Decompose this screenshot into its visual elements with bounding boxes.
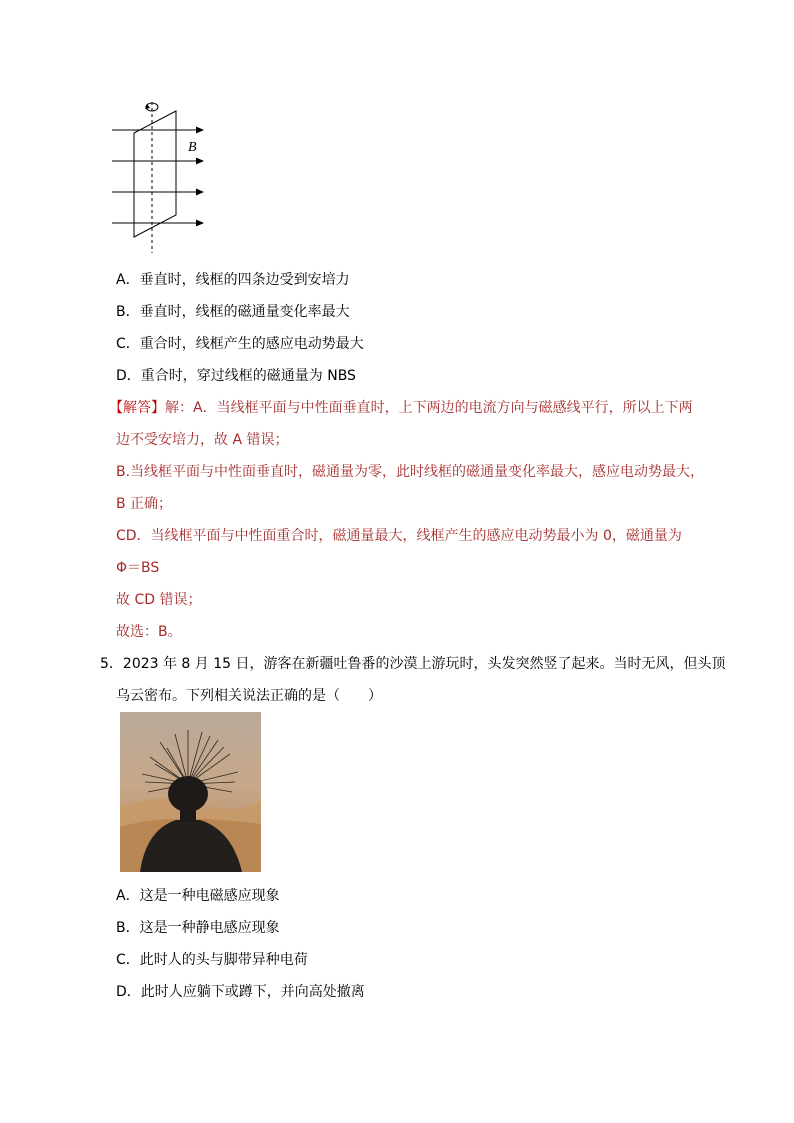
q5-stem-line-1: 5．2023 年 8 月 15 日，游客在新疆吐鲁番的沙漠上游玩时，头发突然竖了起来。当时无风，但头顶 [100, 656, 726, 672]
q4-option-d: D．重合时，穿过线框的磁通量为 NBS [116, 368, 356, 384]
answer-line-5: CD．当线框平面与中性面重合时，磁通量最大，线框产生的感应电动势最小为 0，磁通量为 [116, 528, 682, 544]
q5-option-c: C．此时人的头与脚带异种电荷 [116, 952, 308, 968]
q5-option-b: B．这是一种静电感应现象 [116, 920, 280, 936]
desert-hair-photo [120, 712, 261, 872]
q4-option-b: B．垂直时，线框的磁通量变化率最大 [116, 304, 350, 320]
field-label-b: B [188, 140, 197, 155]
answer-text-1: 解：A．当线框平面与中性面垂直时，上下两边的电流方向与磁感线平行，所以上下两 [165, 400, 693, 416]
magnetic-field-frame-diagram [112, 98, 212, 258]
answer-line-7: 故 CD 错误； [116, 592, 202, 608]
q4-option-a: A．垂直时，线框的四条边受到安培力 [116, 272, 350, 288]
answer-line-4: B 正确； [116, 496, 173, 512]
answer-line-3: B.当线框平面与中性面垂直时，磁通量为零，此时线框的磁通量变化率最大，感应电动势最大， [116, 464, 705, 480]
answer-tag: 【解答】 [109, 400, 165, 416]
answer-line-6: Φ＝BS [116, 560, 160, 576]
q5-option-d: D．此时人应躺下或蹲下，并向高处撤离 [116, 984, 365, 1000]
answer-line-1 [109, 398, 693, 418]
answer-line-8: 故选：B。 [116, 624, 182, 640]
q5-stem-line-2: 乌云密布。下列相关说法正确的是（ ） [116, 688, 382, 704]
field-lines [112, 130, 198, 223]
answer-line-2: 边不受安培力，故 A 错误； [116, 432, 289, 448]
q5-option-a: A．这是一种电磁感应现象 [116, 888, 280, 904]
q4-option-c: C．重合时，线框产生的感应电动势最大 [116, 336, 364, 352]
